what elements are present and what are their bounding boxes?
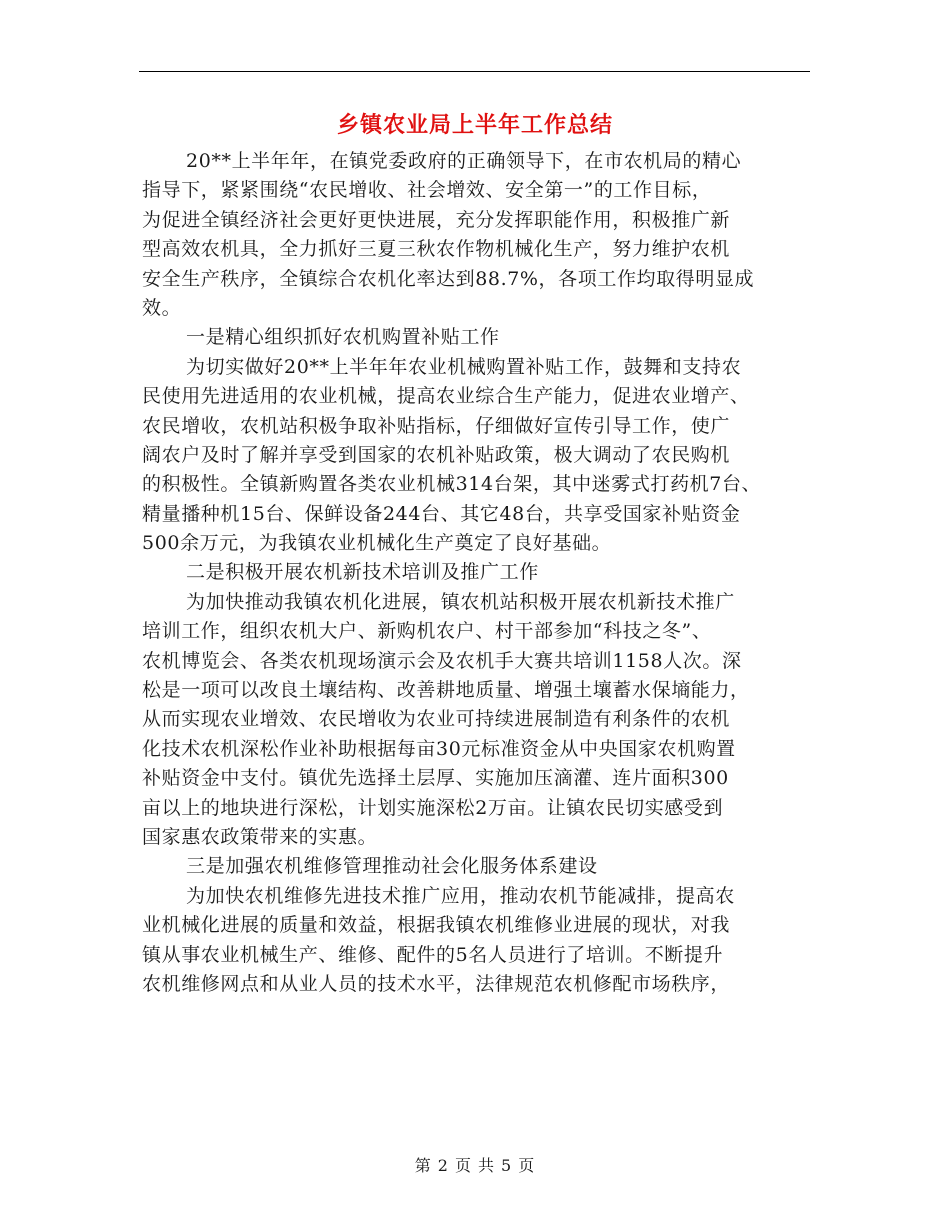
text-line: 化技术农机深松作业补助根据每亩30元标准资金从中央国家农机购置 <box>142 737 736 760</box>
text-line: 民使用先进适用的农业机械，提高农业综合生产能力，促进农业增产、 <box>142 385 750 408</box>
footer-suffix: 页 <box>518 1156 536 1175</box>
footer-total-pages: 5 <box>501 1156 513 1175</box>
text-line: 安全生产秩序，全镇综合农机化率达到88.7%，各项工作均取得明显成 <box>142 267 755 290</box>
document-body <box>142 147 842 999</box>
text-line: 500余万元，为我镇农业机械化生产奠定了良好基础。 <box>142 532 612 555</box>
text-line: 20**上半年年，在镇党委政府的正确领导下，在市农机局的精心 <box>186 150 742 172</box>
document-title: 乡镇农业局上半年工作总结 <box>336 112 613 138</box>
text-line: 型高效农机具，全力抓好三夏三秋农作物机械化生产，努力维护农机 <box>142 238 731 261</box>
text-line: 的积极性。全镇新购置各类农业机械314台架，其中迷雾式打药机7台、 <box>142 473 762 496</box>
footer-mid: 页 共 <box>454 1156 496 1175</box>
text-line: 一是精心组织抓好农机购置补贴工作 <box>186 326 500 349</box>
text-line: 效。 <box>142 296 182 319</box>
text-line: 国家惠农政策带来的实惠。 <box>142 825 378 848</box>
page-footer <box>0 1153 950 1176</box>
text-line: 业机械化进展的质量和效益，根据我镇农机维修业进展的现状，对我 <box>142 914 731 937</box>
footer-prefix: 第 <box>414 1156 432 1175</box>
text-line: 精量播种机15台、保鲜设备244台、其它48台，共享受国家补贴资金 <box>142 502 741 525</box>
text-line: 农机博览会、各类农机现场演示会及农机手大赛共培训1158人次。深 <box>142 649 742 672</box>
text-line: 阔农户及时了解并享受到国家的农机补贴政策，极大调动了农民购机 <box>142 443 731 466</box>
header-rule <box>139 71 810 72</box>
text-line: 镇从事农业机械生产、维修、配件的5名人员进行了培训。不断提升 <box>142 943 724 966</box>
text-line: 农机维修网点和从业人员的技术水平，法律规范农机修配市场秩序， <box>142 972 731 995</box>
text-line: 补贴资金中支付。镇优先选择土层厚、实施加压滴灌、连片面积300 <box>142 767 729 790</box>
text-line: 松是一项可以改良土壤结构、改善耕地质量、增强土壤蓄水保墒能力， <box>142 679 750 702</box>
text-line: 培训工作，组织农机大户、新购机农户、村干部参加“科技之冬”、 <box>142 620 712 643</box>
text-line: 亩以上的地块进行深松，计划实施深松2万亩。让镇农民切实感受到 <box>142 796 724 819</box>
text-line: 为促进全镇经济社会更好更快进展，充分发挥职能作用，积极推广新 <box>142 208 731 231</box>
text-line: 从而实现农业增效、农民增收为农业可持续进展制造有利条件的农机 <box>142 708 731 731</box>
text-line: 为加快农机维修先进技术推广应用，推动农机节能减排，提高农 <box>186 884 735 907</box>
text-line: 为切实做好20**上半年年农业机械购置补贴工作，鼓舞和支持农 <box>186 355 742 378</box>
text-line: 农民增收，农机站积极争取补贴指标，仔细做好宣传引导工作，使广 <box>142 414 731 437</box>
footer-page-number: 2 <box>437 1156 449 1175</box>
text-line: 指导下，紧紧围绕“农民增收、社会增效、安全第一”的工作目标， <box>142 179 712 202</box>
text-line: 三是加强农机维修管理推动社会化服务体系建设 <box>186 855 598 878</box>
text-line: 为加快推动我镇农机化进展，镇农机站积极开展农机新技术推广 <box>186 590 735 613</box>
text-line: 二是积极开展农机新技术培训及推广工作 <box>186 561 539 584</box>
